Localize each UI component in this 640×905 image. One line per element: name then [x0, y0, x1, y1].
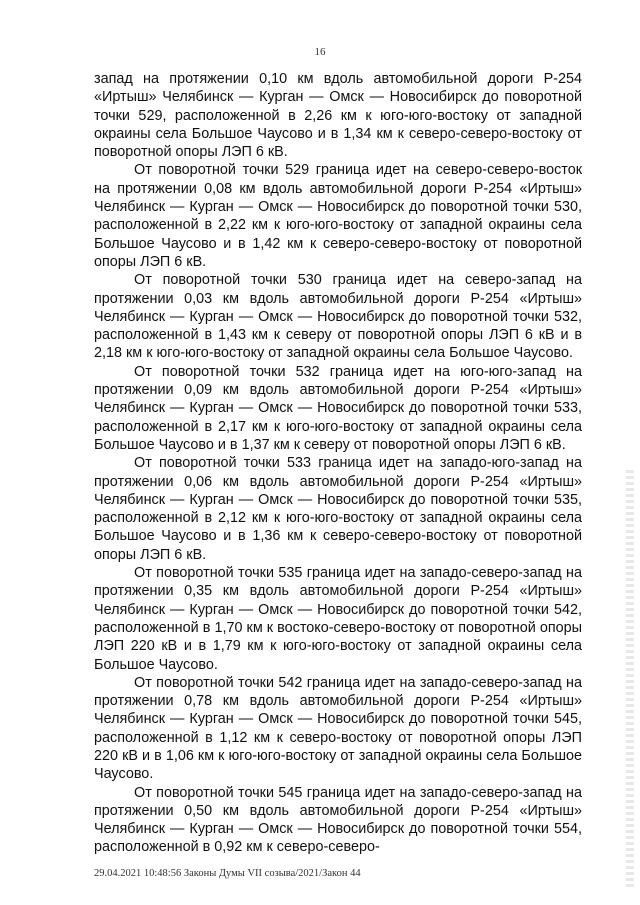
page-number: 16 — [314, 46, 326, 58]
paragraph-8: От поворотной точки 545 граница идет на западо-северо-запад на протяжении 0,50 км вдоль автомобильной дороги Р-254 «Иртыш» Челябинск — Курган — Омск — Новосибирск до поворотной точки 554, расположенной в 0,92 км к северо-северо- — [94, 784, 582, 856]
document-body — [94, 70, 582, 857]
paragraph-2: От поворотной точки 529 граница идет на северо-северо-восток на протяжении 0,08 км вдоль автомобильной дороги Р-254 «Иртыш» Челябинск — Курган — Омск — Новосибирск до поворотной точки 530, расположенной в 2,22 км к юго-юго-востоку от западной окраины села Большое Чаусово и в 1,42 км к северо-северо-востоку от поворотной опоры ЛЭП 6 кВ. — [94, 162, 582, 270]
paragraph-4: От поворотной точки 532 граница идет на юго-юго-запад на протяжении 0,09 км вдоль автомобильной дороги Р-254 «Иртыш» Челябинск — Курган — Омск — Новосибирск до поворотной точки 533, расположенной в 2,17 км к юго-юго-востоку от западной окраины села Большое Чаусово и в 1,37 км к северу от поворотной опоры ЛЭП 6 кВ. — [94, 363, 582, 453]
document-footer: 29.04.2021 10:48:56 Законы Думы VII созыва/2021/Закон 44 — [94, 868, 361, 879]
margin-stamp — [626, 470, 634, 890]
paragraph-7: От поворотной точки 542 граница идет на западо-северо-запад на протяжении 0,78 км вдоль автомобильной дороги Р-254 «Иртыш» Челябинск — Курган — Омск — Новосибирск до поворотной точки 545, расположенной в 1,12 км к северо-востоку от поворотной опоры ЛЭП 220 кВ и в 1,06 км к юго-юго-востоку от западной окраины села Большое Чаусово. — [94, 674, 582, 783]
paragraph-5: От поворотной точки 533 граница идет на западо-юго-запад на протяжении 0,06 км вдоль автомобильной дороги Р-254 «Иртыш» Челябинск — Курган — Омск — Новосибирск до поворотной точки 535, расположенной в 2,12 км к юго-юго-востоку от западной окраины села Большое Чаусово и в 1,36 км к северо-северо-востоку от поворотной опоры ЛЭП 6 кВ. — [94, 455, 582, 563]
paragraph-3: От поворотной точки 530 граница идет на северо-запад на протяжении 0,03 км вдоль автомобильной дороги Р-254 «Иртыш» Челябинск — Курган — Омск — Новосибирск до поворотной точки 532, расположенной в 1,43 км к северу от поворотной опоры ЛЭП 6 кВ и в 2,18 км к юго-юго-востоку от западной окраины села Большое Чаусово. — [94, 272, 582, 362]
paragraph-1: запад на протяжении 0,10 км вдоль автомобильной дороги Р-254 «Иртыш» Челябинск — Курган — Омск — Новосибирск до поворотной точки 529, расположенной в 2,26 км к юго-юго-востоку от западной окраины села Большое Чаусово и в 1,34 км к северо-северо-востоку от поворотной опоры ЛЭП 6 кВ. — [94, 71, 582, 161]
paragraph-6: От поворотной точки 535 граница идет на западо-северо-запад на протяжении 0,35 км вдоль автомобильной дороги Р-254 «Иртыш» Челябинск — Курган — Омск — Новосибирск до поворотной точки 542, расположенной в 1,70 км к востоко-северо-востоку от поворотной опоры ЛЭП 220 кВ и в 1,79 км к юго-юго-востоку от западной окраины села Большое Чаусово. — [94, 565, 582, 673]
